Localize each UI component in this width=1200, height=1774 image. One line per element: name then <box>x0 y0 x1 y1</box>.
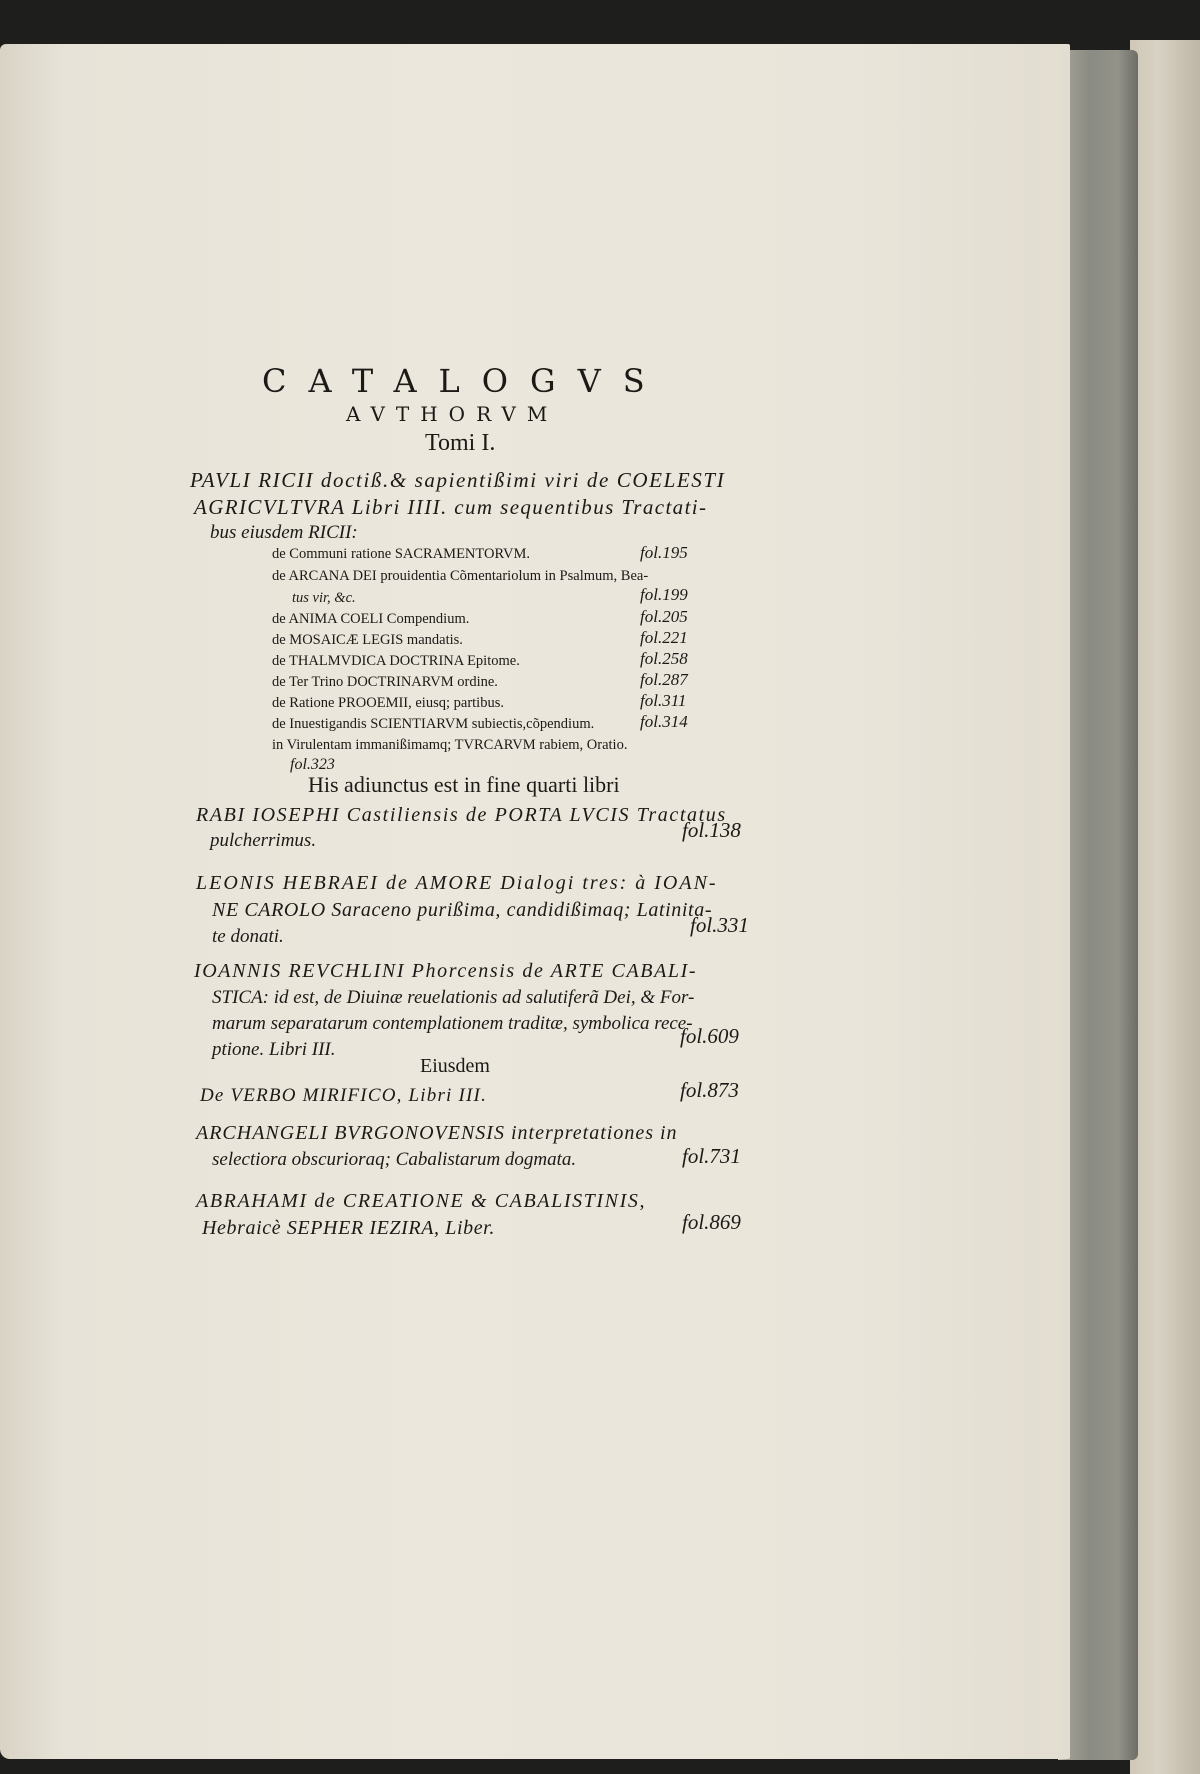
entry-leonis-line3: te donati. <box>212 926 284 947</box>
sub-entry: de MOSAICÆ LEGIS mandatis. <box>272 632 463 648</box>
sub-entry: de Ter Trino DOCTRINARVM ordine. <box>272 674 498 690</box>
entry-abrahami-fol: fol.869 <box>682 1210 741 1234</box>
entry-archangeli-line2: selectiora obscurioraq; Cabalistarum dogmata. <box>212 1149 577 1170</box>
entry-ricius-line1: PAVLI RICII doctiß.& sapientißimi viri de COELESTI <box>190 468 726 492</box>
sub-entry-fol: fol.314 <box>640 712 688 731</box>
sub-entry-fol: fol.195 <box>640 543 688 562</box>
sub-entry-fol: fol.311 <box>640 691 687 710</box>
sub-entry-fol: fol.205 <box>640 607 688 626</box>
title-tomi: Tomi I. <box>425 430 496 456</box>
sub-entry-fol: fol.258 <box>640 649 688 668</box>
entry-iosephi-line2: pulcherrimus. <box>210 830 317 851</box>
sub-entry: de THALMVDICA DOCTRINA Epitome. <box>272 653 520 669</box>
sub-entry-fol: fol.221 <box>640 628 688 647</box>
title-catalogus: CATALOGVS <box>262 362 667 400</box>
title-authorum: AVTHORVM <box>346 402 559 426</box>
book-cover <box>1130 40 1200 1774</box>
sub-entry: de ARCANA DEI prouidentia Cõmentariolum in Psalmum, Bea- <box>272 568 649 584</box>
page-edge <box>1058 50 1138 1760</box>
entry-verbo-line1: De VERBO MIRIFICO, Libri III. <box>200 1085 488 1106</box>
sub-entry: tus vir, &c. <box>292 590 356 606</box>
sub-entry: de Communi ratione SACRAMENTORVM. <box>272 546 530 562</box>
sub-entry-fol: fol.199 <box>640 585 688 604</box>
entry-iosephi-fol: fol.138 <box>682 818 741 842</box>
entry-reuchlini-line2: STICA: id est, de Diuinæ reuelationis ad salutiferã Dei, & For- <box>212 987 695 1008</box>
eiusdem-heading: Eiusdem <box>420 1055 490 1077</box>
entry-ricius-line2: AGRICVLTVRA Libri IIII. cum sequentibus Tractati- <box>194 495 708 519</box>
entry-reuchlini-fol: fol.609 <box>680 1024 739 1048</box>
entry-verbo-fol: fol.873 <box>680 1078 739 1102</box>
entry-abrahami-line1: ABRAHAMI de CREATIONE & CABALISTINIS, <box>196 1190 647 1212</box>
entry-abrahami-line2: Hebraicè SEPHER IEZIRA, Liber. <box>202 1217 495 1239</box>
sub-entry: de ANIMA COELI Compendium. <box>272 611 470 627</box>
entry-ricius-line3: bus eiusdem RICII: <box>210 522 358 543</box>
sub-entry: de Inuestigandis SCIENTIARVM subiectis,cõpendium. <box>272 716 595 732</box>
sub-entry: de Ratione PROOEMII, eiusq; partibus. <box>272 695 504 711</box>
entry-reuchlini-line1: IOANNIS REVCHLINI Phorcensis de ARTE CABALI- <box>194 960 698 982</box>
entry-archangeli-line1: ARCHANGELI BVRGONOVENSIS interpretationes in <box>196 1122 678 1144</box>
adjunct-heading: His adiunctus est in fine quarti libri <box>308 772 620 797</box>
entry-leonis-line1: LEONIS HEBRAEI de AMORE Dialogi tres: à IOAN- <box>196 872 718 894</box>
entry-leonis-fol: fol.331 <box>690 913 749 937</box>
sub-entry-fol: fol.287 <box>640 670 688 689</box>
entry-iosephi-line1: RABI IOSEPHI Castiliensis de PORTA LVCIS Tractatus <box>196 804 727 826</box>
entry-reuchlini-line3: marum separatarum contemplationem traditæ, symbolica rece- <box>212 1013 693 1034</box>
entry-leonis-line2: NE CAROLO Saraceno purißima, candidißimaq; Latinita- <box>212 899 713 921</box>
entry-reuchlini-line4: ptione. Libri III. <box>212 1039 336 1060</box>
sub-entry: fol.323 <box>290 756 335 773</box>
entry-archangeli-fol: fol.731 <box>682 1144 741 1168</box>
sub-entry: in Virulentam immanißimamq; TVRCARVM rabiem, Oratio. <box>272 737 628 753</box>
